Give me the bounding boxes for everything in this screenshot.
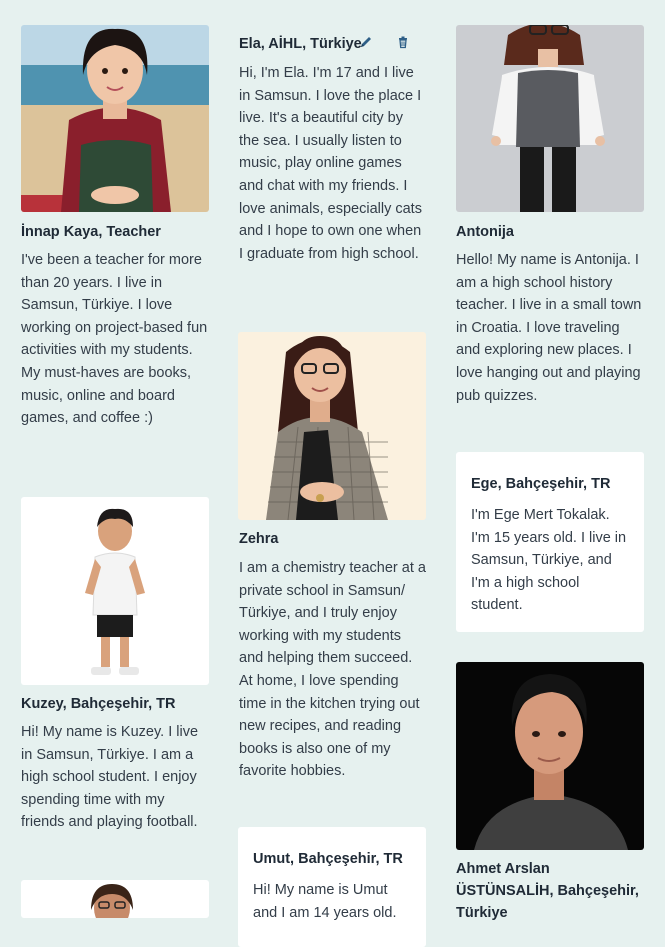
- card-ege: [456, 452, 644, 632]
- card-bio-kuzey: Hi! My name is Kuzey. I live in Samsun, Türkiye. I am a high school student. I enjoy spending time with my friends and playing football.: [21, 724, 199, 831]
- trash-icon[interactable]: [396, 35, 410, 49]
- card-name-antonija: Antonija: [456, 224, 514, 240]
- avatar-image-zehra[interactable]: [238, 332, 426, 520]
- card-umut: [238, 827, 426, 947]
- avatar-image-antonija[interactable]: [456, 25, 644, 212]
- avatar-image-ahmet[interactable]: [456, 662, 644, 850]
- card-name-ahmet: Ahmet Arslan ÜSTÜNSALİH, Bahçeşehir, Türkiye: [456, 861, 639, 921]
- card-bio-ela: Hi, I'm Ela. I'm 17 and I live in Samsun. I love the place I live. It's a beautiful city by the sea. I usually listen to music, play online games and chat with my friends. I love animals, especially cats and I hope to own one when I graduate from high school.: [239, 65, 422, 262]
- card-name-kuzey: Kuzey, Bahçeşehir, TR: [21, 696, 176, 712]
- card-bio-zehra: I am a chemistry teacher at a private school in Samsun/ Türkiye, and I truly enjoy working with my students and helping them succeed. At home, I love spending time in the kitchen trying out new recipes, and reading books is also one of my favorite hobbies.: [239, 560, 426, 780]
- card-bio-ege: I'm Ege Mert Tokalak. I'm 15 years old. I live in Samsun, Türkiye, and I'm a high school student.: [471, 507, 627, 614]
- card-name-zehra: Zehra: [239, 531, 279, 547]
- card-name-innap: İnnap Kaya, Teacher: [21, 224, 161, 240]
- avatar-image-kuzey[interactable]: [21, 497, 209, 685]
- card-name-ela: Ela, AİHL, Türkiye: [239, 36, 362, 52]
- avatar-image-innap[interactable]: [21, 25, 209, 212]
- card-name-ege: Ege, Bahçeşehir, TR: [471, 476, 611, 492]
- card-bio-antonija: Hello! My name is Antonija. I am a high school history teacher. I live in a small town in Croatia. I love traveling and exploring new places. I love hanging out and playing pub quizzes.: [456, 252, 642, 404]
- avatar-image-next[interactable]: [21, 880, 209, 918]
- card-bio-innap: I've been a teacher for more than 20 years. I live in Samsun, Türkiye. I love working on project-based fun activities with my students. My must-haves are books, music, online and board games, and coffee :): [21, 252, 208, 427]
- pencil-icon[interactable]: [359, 35, 373, 49]
- card-name-umut: Umut, Bahçeşehir, TR: [253, 851, 403, 867]
- card-bio-umut: Hi! My name is Umut and I am 14 years old.: [253, 882, 397, 921]
